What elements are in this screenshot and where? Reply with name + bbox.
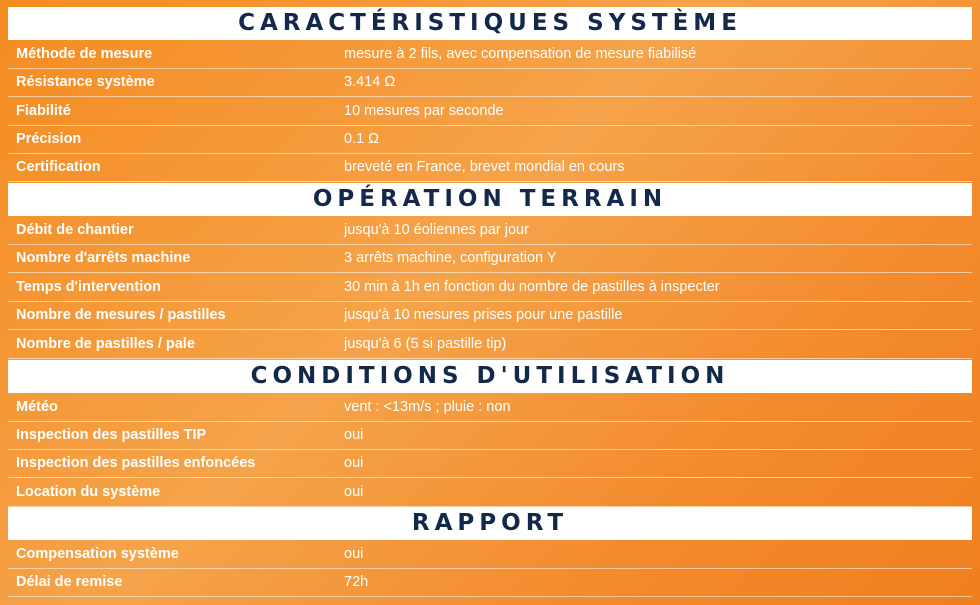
row-value: oui <box>344 484 364 500</box>
table-row <box>8 541 972 569</box>
table-row <box>8 394 972 422</box>
row-value: oui <box>344 427 364 443</box>
row-label: Nombre de pastilles / pale <box>16 336 195 352</box>
row-label: Résistance système <box>16 74 155 90</box>
row-label: Nombre de mesures / pastilles <box>16 307 226 323</box>
row-value: oui <box>344 455 364 471</box>
row-label: Nombre d'arrêts machine <box>16 250 191 266</box>
table-row <box>8 422 972 450</box>
row-value: 72h <box>344 574 369 590</box>
section-header-rapport <box>8 507 972 540</box>
table-row <box>8 41 972 69</box>
row-value: 3.414 Ω <box>344 74 396 90</box>
section-title: OPÉRATION TERRAIN <box>312 186 668 212</box>
row-value: mesure à 2 fils, avec compensation de mesure fiabilisé <box>344 46 697 62</box>
row-label: Délai de remise <box>16 574 123 590</box>
row-label: Débit de chantier <box>16 222 134 238</box>
row-value: jusqu'à 6 (5 si pastille tip) <box>344 336 507 352</box>
row-value: 3 arrêts machine, configuration Y <box>344 250 557 266</box>
table-row <box>8 302 972 330</box>
row-label: Location du système <box>16 484 161 500</box>
table-row <box>8 217 972 245</box>
table-row <box>8 98 972 126</box>
section-title: CONDITIONS D'UTILISATION <box>250 363 730 389</box>
table-row <box>8 69 972 97</box>
table-row <box>8 274 972 302</box>
row-label: Temps d'intervention <box>16 279 161 295</box>
row-value: oui <box>344 546 364 562</box>
row-value: 10 mesures par seconde <box>344 103 504 119</box>
row-label: Précision <box>16 131 82 147</box>
table-row <box>8 331 972 359</box>
row-label: Inspection des pastilles TIP <box>16 427 207 443</box>
row-value: vent : <13m/s ; pluie : non <box>344 399 511 415</box>
table-row <box>8 245 972 273</box>
section-header-operation-terrain <box>8 183 972 216</box>
row-label: Certification <box>16 159 101 175</box>
row-label: Méthode de mesure <box>16 46 153 62</box>
section-header-conditions-utilisation <box>8 360 972 393</box>
row-label: Fiabilité <box>16 103 71 119</box>
table-row <box>8 450 972 478</box>
section-title: CARACTÉRISTIQUES SYSTÈME <box>238 10 742 36</box>
row-label: Compensation système <box>16 546 179 562</box>
row-value: jusqu'à 10 mesures prises pour une pastille <box>344 307 623 323</box>
row-value: breveté en France, brevet mondial en cours <box>344 159 625 175</box>
section-header-caracteristiques <box>8 7 972 40</box>
table-row <box>8 154 972 182</box>
row-label: Météo <box>16 399 58 415</box>
section-title: RAPPORT <box>411 510 569 536</box>
table-row <box>8 479 972 507</box>
table-row <box>8 569 972 597</box>
row-label: Inspection des pastilles enfoncées <box>16 455 256 471</box>
row-value: 30 min à 1h en fonction du nombre de pastilles à inspecter <box>344 279 720 295</box>
table-row <box>8 126 972 154</box>
row-value: 0.1 Ω <box>344 131 380 147</box>
row-value: jusqu'à 10 éoliennes par jour <box>344 222 529 238</box>
